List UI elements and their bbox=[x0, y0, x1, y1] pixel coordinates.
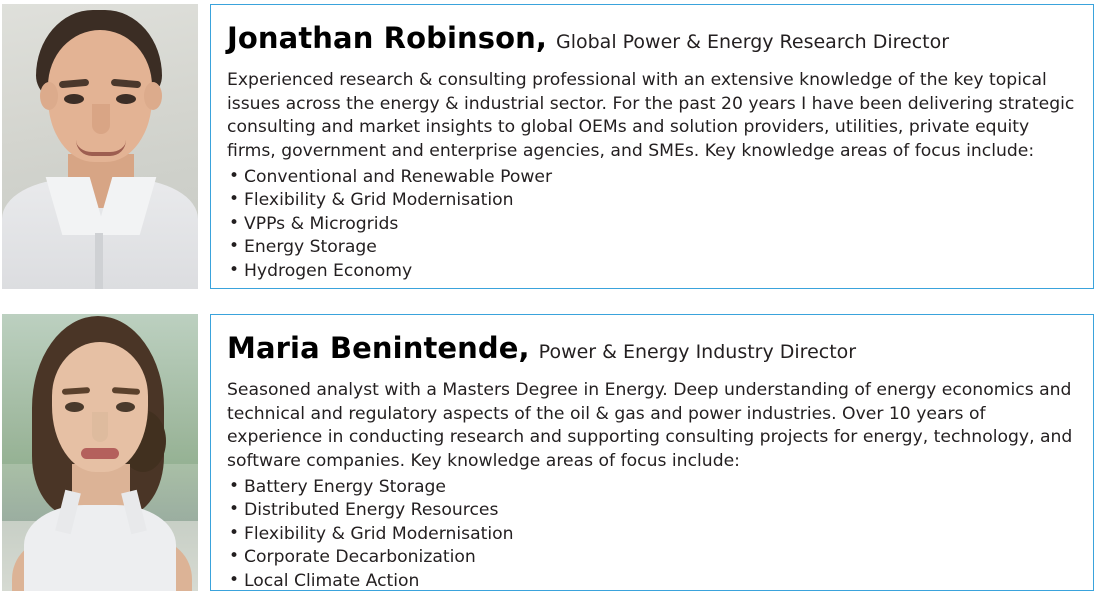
person-job-title: Power & Energy Industry Director bbox=[538, 341, 857, 363]
person-name: Jonathan Robinson, bbox=[227, 21, 547, 55]
portrait-photo-maria-benintende bbox=[2, 314, 198, 591]
list-item: • Corporate Decarbonization bbox=[227, 546, 1079, 569]
list-item: • Energy Storage bbox=[227, 236, 1079, 259]
person-bio: Experienced research & consulting professional with an extensive knowledge of the key topical issues across the energy & industrial sector. For the past 20 years I have been delivering strategic consulting and market insights to global OEMs and solution providers, utilities, private equity firms, government and enterprise agencies, and SMEs. Key knowledge areas of focus include: bbox=[227, 70, 1075, 162]
profile-card-maria-benintende bbox=[0, 300, 1102, 590]
portrait-photo-jonathan-robinson bbox=[2, 4, 198, 289]
knowledge-areas-list bbox=[227, 166, 1079, 283]
person-name: Maria Benintende, bbox=[227, 331, 530, 365]
profile-card-jonathan-robinson bbox=[0, 0, 1102, 300]
person-bio: Seasoned analyst with a Masters Degree in Energy. Deep understanding of energy economics and technical and regulatory aspects of the oil & gas and power industries. Over 10 years of experience in conducting research and supporting consulting projects for energy, technology, and software companies. Key knowledge areas of focus include: bbox=[227, 380, 1073, 472]
eye-left-shape bbox=[65, 402, 84, 412]
eye-right-shape bbox=[116, 402, 135, 412]
shirt-placket-shape bbox=[95, 233, 103, 289]
list-item: • Flexibility & Grid Modernisation bbox=[227, 189, 1079, 212]
top-garment-shape bbox=[24, 505, 176, 591]
eye-left-shape bbox=[64, 94, 84, 104]
knowledge-areas-list bbox=[227, 476, 1079, 593]
name-title-line bbox=[227, 331, 1079, 365]
ear-right-shape bbox=[144, 82, 162, 110]
person-job-title: Global Power & Energy Research Director bbox=[556, 31, 950, 53]
mouth-shape bbox=[81, 448, 119, 459]
list-item: • Distributed Energy Resources bbox=[227, 499, 1079, 522]
bio-card-jonathan-robinson bbox=[210, 4, 1094, 289]
list-item: • Conventional and Renewable Power bbox=[227, 166, 1079, 189]
bio-card-maria-benintende bbox=[210, 314, 1094, 591]
nose-shape bbox=[92, 412, 108, 442]
list-item: • Flexibility & Grid Modernisation bbox=[227, 523, 1079, 546]
list-item: • VPPs & Microgrids bbox=[227, 213, 1079, 236]
list-item: • Local Climate Action bbox=[227, 570, 1079, 593]
name-title-line bbox=[227, 21, 1079, 55]
ear-left-shape bbox=[40, 82, 58, 110]
list-item: • Battery Energy Storage bbox=[227, 476, 1079, 499]
eye-right-shape bbox=[116, 94, 136, 104]
nose-shape bbox=[92, 104, 110, 134]
list-item: • Hydrogen Economy bbox=[227, 260, 1079, 283]
